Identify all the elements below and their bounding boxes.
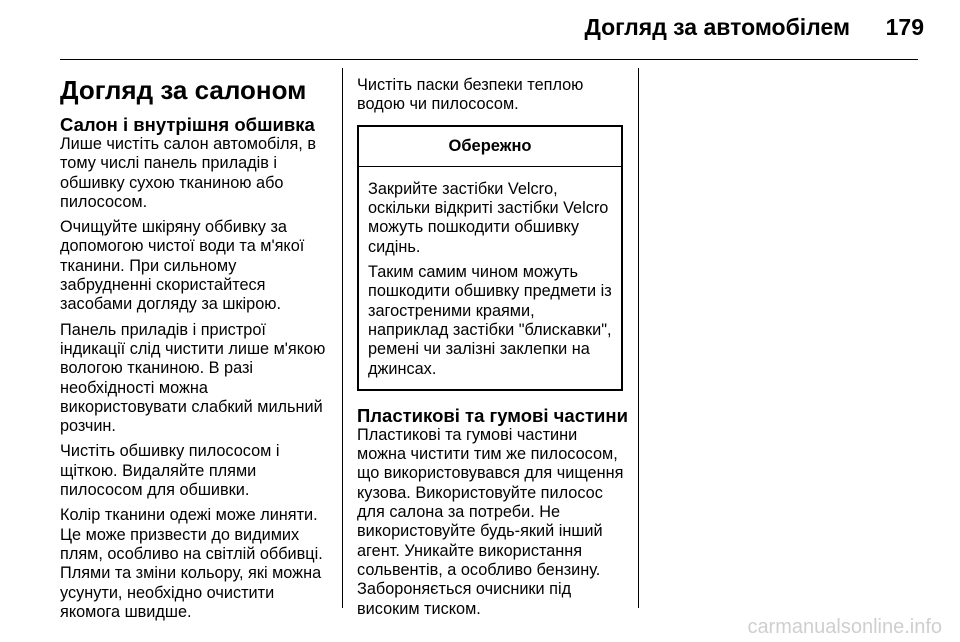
section-title: Догляд за салоном bbox=[60, 75, 307, 105]
left-column bbox=[60, 76, 332, 628]
watermark: carmanualsonline.info bbox=[747, 616, 942, 638]
interior-paragraph: Очищуйте шкіряну оббивку за допомогою чистої води та м'якої тканини. При сильному забрудненні скористайтеся засобами догляду за шкірою. bbox=[60, 218, 305, 314]
caution-body bbox=[359, 167, 621, 389]
interior-continued: Чистіть паски безпеки теплою водою чи пилососом. bbox=[357, 76, 584, 114]
interior-paragraph: Колір тканини одежі може линяти. Це може призвести до видимих плям, особливо на світлій оббивці. Плями та зміни кольору, які можна усунути, необхідно очистити якомога швидше. bbox=[60, 506, 323, 621]
caution-box bbox=[357, 125, 623, 391]
column-divider-right bbox=[638, 68, 639, 608]
header-rule bbox=[60, 59, 918, 60]
plastic-heading: Пластикові та гумові частини bbox=[357, 404, 628, 426]
page-header-title: Догляд за автомобілем bbox=[584, 14, 850, 40]
interior-heading: Салон і внутрішня обшивка bbox=[60, 114, 315, 135]
interior-paragraph: Панель приладів і пристрої індикації слід чистити лише м'якою вологою тканиною. В разі необхідності можна використовувати слабкий мильний розчин. bbox=[60, 320, 326, 436]
page-number: 179 bbox=[885, 14, 924, 40]
middle-column bbox=[357, 76, 628, 625]
plastic-paragraph: Пластикові та гумові частини можна чистити тим же пилососом, що використовувався для чищення кузова. Використовуйте пилосос для салона за потреби. Не використовуйте будь-який інший агент. Уникайте використання сольвентів, а особливо бензину. Забороняється очисники під високим тиском. bbox=[357, 425, 624, 618]
caution-title: Обережно bbox=[359, 127, 621, 167]
caution-paragraph: Таким самим чином можуть пошкодити обшивку предмети із загостреними краями, наприклад застібки "блискавки", ремені чи залізні заклепки на джинсах. bbox=[368, 263, 612, 378]
interior-paragraph: Лише чистіть салон автомобіля, в тому числі панель приладів і обшивку сухою тканиною або пилососом. bbox=[60, 135, 317, 211]
column-divider-left bbox=[342, 68, 343, 608]
interior-paragraph: Чистіть обшивку пилососом і щіткою. Видаляйте плями пилососом для обшивки. bbox=[60, 442, 280, 500]
caution-paragraph: Закрийте застібки Velcro, оскільки відкриті застібки Velcro можуть пошкодити обшивку сидінь. bbox=[368, 179, 609, 256]
